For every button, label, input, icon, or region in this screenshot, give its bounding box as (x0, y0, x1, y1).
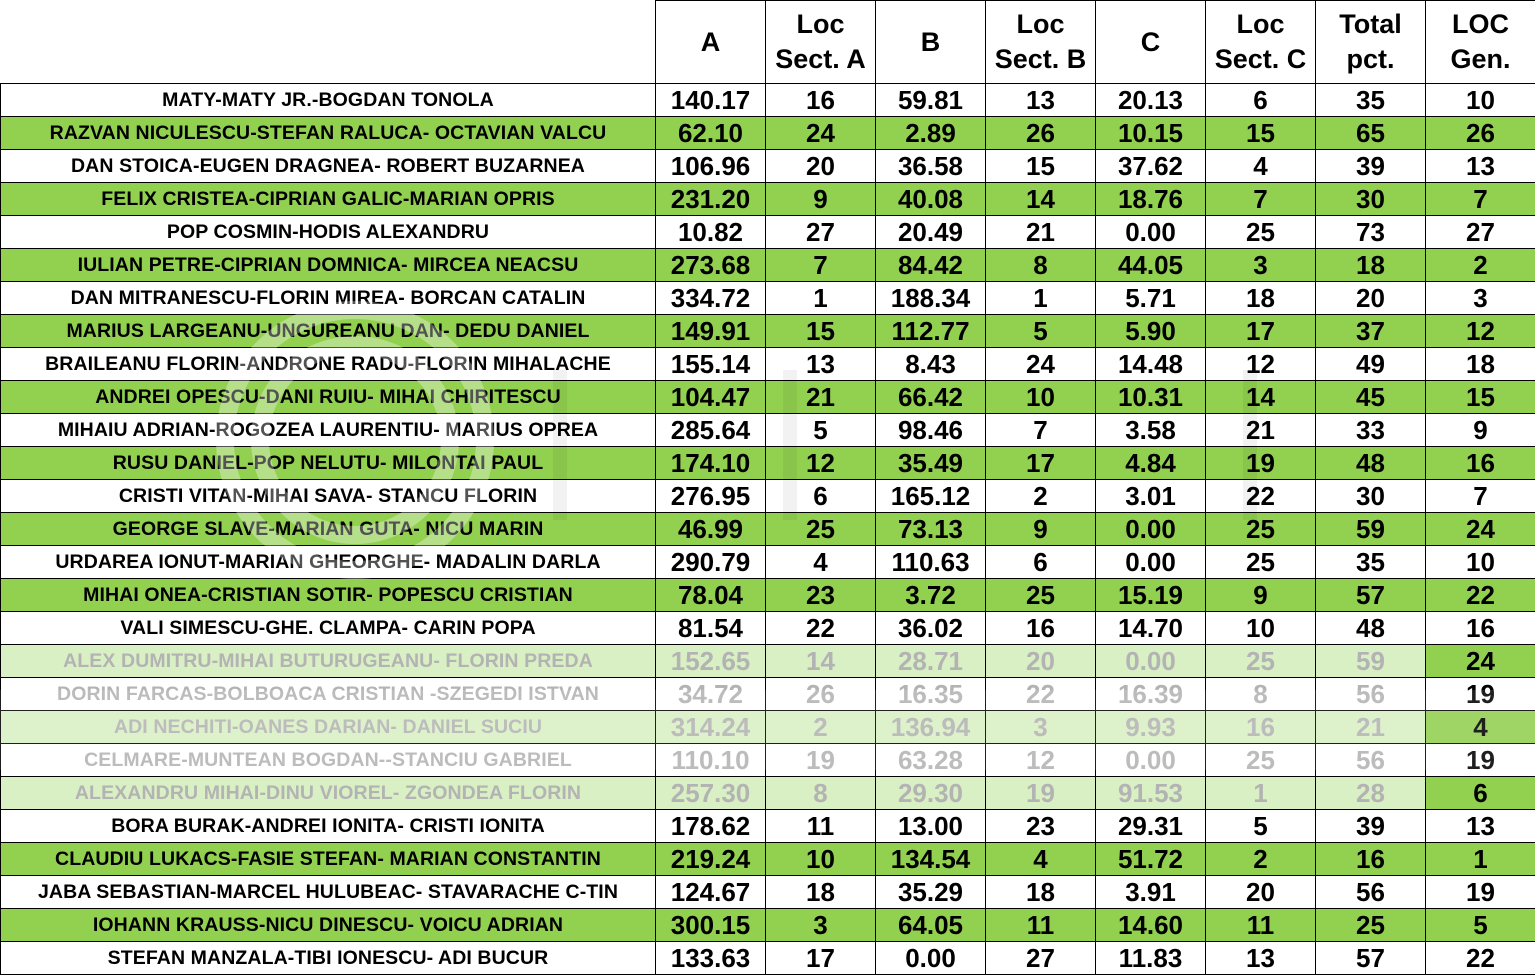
total-points-cell: 56 (1316, 744, 1426, 777)
loc-gen-cell: 13 (1426, 810, 1535, 843)
loc-sect-a-cell: 6 (766, 480, 876, 513)
score-a-cell: 178.62 (656, 810, 766, 843)
score-b-cell: 59.81 (876, 84, 986, 117)
score-b-cell: 16.35 (876, 678, 986, 711)
total-points-cell: 35 (1316, 84, 1426, 117)
score-a-cell: 152.65 (656, 645, 766, 678)
loc-gen-cell: 15 (1426, 381, 1535, 414)
score-c-cell: 20.13 (1096, 84, 1206, 117)
loc-sect-c-cell: 10 (1206, 612, 1316, 645)
total-points-cell: 45 (1316, 381, 1426, 414)
score-b-cell: 134.54 (876, 843, 986, 876)
loc-sect-c-cell: 25 (1206, 513, 1316, 546)
loc-sect-c-cell: 20 (1206, 876, 1316, 909)
loc-sect-b-cell: 7 (986, 414, 1096, 447)
loc-sect-b-cell: 5 (986, 315, 1096, 348)
loc-gen-cell: 19 (1426, 744, 1535, 777)
loc-sect-a-cell: 11 (766, 810, 876, 843)
score-b-cell: 40.08 (876, 183, 986, 216)
loc-gen-cell: 10 (1426, 546, 1535, 579)
header-loc-a-line2: Sect. A (775, 44, 866, 74)
loc-sect-b-cell: 25 (986, 579, 1096, 612)
loc-gen-cell: 24 (1426, 513, 1535, 546)
team-name-cell: BRAILEANU FLORIN-ANDRONE RADU-FLORIN MIHALACHE (1, 348, 656, 381)
table-row (1, 249, 1535, 282)
score-c-cell: 37.62 (1096, 150, 1206, 183)
score-a-cell: 285.64 (656, 414, 766, 447)
loc-sect-a-cell: 21 (766, 381, 876, 414)
score-c-cell: 5.90 (1096, 315, 1206, 348)
score-b-cell: 64.05 (876, 909, 986, 942)
loc-sect-a-cell: 22 (766, 612, 876, 645)
table-row (1, 546, 1535, 579)
team-name-cell: RAZVAN NICULESCU-STEFAN RALUCA- OCTAVIAN VALCU (1, 117, 656, 150)
header-a (656, 1, 766, 84)
loc-sect-a-cell: 18 (766, 876, 876, 909)
header-loc-c-line1: Loc (1236, 9, 1285, 39)
loc-sect-b-cell: 18 (986, 876, 1096, 909)
loc-sect-c-cell: 14 (1206, 381, 1316, 414)
table-row (1, 678, 1535, 711)
loc-sect-c-cell: 25 (1206, 546, 1316, 579)
loc-sect-b-cell: 6 (986, 546, 1096, 579)
score-c-cell: 14.60 (1096, 909, 1206, 942)
loc-sect-a-cell: 25 (766, 513, 876, 546)
loc-gen-cell: 22 (1426, 579, 1535, 612)
loc-sect-b-cell: 21 (986, 216, 1096, 249)
table-row (1, 942, 1535, 975)
score-b-cell: 110.63 (876, 546, 986, 579)
score-c-cell: 3.58 (1096, 414, 1206, 447)
team-name-cell: MATY-MATY JR.-BOGDAN TONOLA (1, 84, 656, 117)
score-a-cell: 106.96 (656, 150, 766, 183)
header-loc-b-line2: Sect. B (994, 44, 1087, 74)
loc-sect-a-cell: 24 (766, 117, 876, 150)
team-name-cell: DAN STOICA-EUGEN DRAGNEA- ROBERT BUZARNEA (1, 150, 656, 183)
team-name-cell: IULIAN PETRE-CIPRIAN DOMNICA- MIRCEA NEACSU (1, 249, 656, 282)
loc-sect-c-cell: 13 (1206, 942, 1316, 975)
score-a-cell: 78.04 (656, 579, 766, 612)
header-loc-a-line1: Loc (796, 9, 845, 39)
loc-sect-b-cell: 11 (986, 909, 1096, 942)
loc-gen-cell: 7 (1426, 480, 1535, 513)
score-b-cell: 35.29 (876, 876, 986, 909)
team-name-cell: ANDREI OPESCU-DANI RUIU- MIHAI CHIRITESCU (1, 381, 656, 414)
team-name-cell: GEORGE SLAVE-MARIAN GUTA- NICU MARIN (1, 513, 656, 546)
score-a-cell: 62.10 (656, 117, 766, 150)
score-b-cell: 13.00 (876, 810, 986, 843)
score-b-cell: 188.34 (876, 282, 986, 315)
table-row (1, 381, 1535, 414)
score-c-cell: 0.00 (1096, 216, 1206, 249)
loc-gen-cell: 16 (1426, 447, 1535, 480)
score-b-cell: 0.00 (876, 942, 986, 975)
header-loc-gen (1426, 1, 1535, 84)
score-c-cell: 15.19 (1096, 579, 1206, 612)
loc-sect-b-cell: 15 (986, 150, 1096, 183)
loc-sect-a-cell: 17 (766, 942, 876, 975)
loc-sect-c-cell: 1 (1206, 777, 1316, 810)
score-c-cell: 16.39 (1096, 678, 1206, 711)
table-row (1, 117, 1535, 150)
loc-sect-a-cell: 1 (766, 282, 876, 315)
loc-sect-a-cell: 8 (766, 777, 876, 810)
score-c-cell: 9.93 (1096, 711, 1206, 744)
loc-sect-a-cell: 20 (766, 150, 876, 183)
loc-sect-a-cell: 19 (766, 744, 876, 777)
header-loc-sect-a (766, 1, 876, 84)
loc-gen-cell: 27 (1426, 216, 1535, 249)
loc-sect-a-cell: 5 (766, 414, 876, 447)
loc-sect-a-cell: 23 (766, 579, 876, 612)
score-a-cell: 81.54 (656, 612, 766, 645)
header-gen-line1: LOC (1452, 9, 1509, 39)
loc-sect-c-cell: 25 (1206, 216, 1316, 249)
loc-sect-b-cell: 16 (986, 612, 1096, 645)
table-row (1, 612, 1535, 645)
score-a-cell: 257.30 (656, 777, 766, 810)
loc-sect-a-cell: 10 (766, 843, 876, 876)
header-b-label: B (920, 26, 941, 57)
team-name-cell: VALI SIMESCU-GHE. CLAMPA- CARIN POPA (1, 612, 656, 645)
header-gen-line2: Gen. (1450, 44, 1511, 74)
table-row (1, 282, 1535, 315)
loc-gen-cell: 19 (1426, 876, 1535, 909)
loc-sect-b-cell: 1 (986, 282, 1096, 315)
score-b-cell: 136.94 (876, 711, 986, 744)
team-name-cell: BORA BURAK-ANDREI IONITA- CRISTI IONITA (1, 810, 656, 843)
loc-sect-b-cell: 3 (986, 711, 1096, 744)
score-a-cell: 334.72 (656, 282, 766, 315)
loc-sect-c-cell: 25 (1206, 645, 1316, 678)
loc-gen-cell: 10 (1426, 84, 1535, 117)
loc-gen-cell: 24 (1426, 645, 1535, 678)
total-points-cell: 18 (1316, 249, 1426, 282)
loc-sect-a-cell: 7 (766, 249, 876, 282)
total-points-cell: 16 (1316, 843, 1426, 876)
loc-sect-c-cell: 25 (1206, 744, 1316, 777)
team-name-cell: ADI NECHITI-OANES DARIAN- DANIEL SUCIU (1, 711, 656, 744)
loc-gen-cell: 9 (1426, 414, 1535, 447)
header-name (1, 1, 656, 84)
total-points-cell: 30 (1316, 480, 1426, 513)
loc-sect-b-cell: 2 (986, 480, 1096, 513)
score-c-cell: 4.84 (1096, 447, 1206, 480)
loc-sect-c-cell: 17 (1206, 315, 1316, 348)
score-b-cell: 36.58 (876, 150, 986, 183)
score-a-cell: 124.67 (656, 876, 766, 909)
total-points-cell: 56 (1316, 678, 1426, 711)
score-b-cell: 8.43 (876, 348, 986, 381)
loc-gen-cell: 5 (1426, 909, 1535, 942)
header-total-line2: pct. (1346, 44, 1395, 74)
header-loc-c-line2: Sect. C (1214, 44, 1307, 74)
loc-gen-cell: 2 (1426, 249, 1535, 282)
score-c-cell: 10.31 (1096, 381, 1206, 414)
loc-sect-a-cell: 15 (766, 315, 876, 348)
score-c-cell: 5.71 (1096, 282, 1206, 315)
header-a-label: A (700, 26, 721, 57)
score-a-cell: 290.79 (656, 546, 766, 579)
score-c-cell: 11.83 (1096, 942, 1206, 975)
score-a-cell: 155.14 (656, 348, 766, 381)
total-points-cell: 48 (1316, 612, 1426, 645)
total-points-cell: 30 (1316, 183, 1426, 216)
score-c-cell: 91.53 (1096, 777, 1206, 810)
team-name-cell: STEFAN MANZALA-TIBI IONESCU- ADI BUCUR (1, 942, 656, 975)
loc-sect-b-cell: 20 (986, 645, 1096, 678)
team-name-cell: CLAUDIU LUKACS-FASIE STEFAN- MARIAN CONSTANTIN (1, 843, 656, 876)
loc-gen-cell: 13 (1426, 150, 1535, 183)
loc-sect-a-cell: 9 (766, 183, 876, 216)
team-name-cell: CELMARE-MUNTEAN BOGDAN--STANCIU GABRIEL (1, 744, 656, 777)
total-points-cell: 59 (1316, 513, 1426, 546)
loc-sect-b-cell: 13 (986, 84, 1096, 117)
score-b-cell: 63.28 (876, 744, 986, 777)
table-row (1, 711, 1535, 744)
total-points-cell: 28 (1316, 777, 1426, 810)
score-b-cell: 165.12 (876, 480, 986, 513)
header-c (1096, 1, 1206, 84)
loc-sect-b-cell: 4 (986, 843, 1096, 876)
header-c-label: C (1140, 26, 1161, 57)
score-a-cell: 10.82 (656, 216, 766, 249)
total-points-cell: 56 (1316, 876, 1426, 909)
table-row (1, 447, 1535, 480)
loc-sect-a-cell: 3 (766, 909, 876, 942)
total-points-cell: 39 (1316, 150, 1426, 183)
loc-sect-b-cell: 19 (986, 777, 1096, 810)
total-points-cell: 21 (1316, 711, 1426, 744)
loc-sect-b-cell: 17 (986, 447, 1096, 480)
score-b-cell: 84.42 (876, 249, 986, 282)
header-total (1316, 1, 1426, 84)
score-c-cell: 3.91 (1096, 876, 1206, 909)
table-row (1, 414, 1535, 447)
team-name-cell: IOHANN KRAUSS-NICU DINESCU- VOICU ADRIAN (1, 909, 656, 942)
table-row (1, 579, 1535, 612)
team-name-cell: ALEX DUMITRU-MIHAI BUTURUGEANU- FLORIN PREDA (1, 645, 656, 678)
score-a-cell: 300.15 (656, 909, 766, 942)
loc-gen-cell: 12 (1426, 315, 1535, 348)
loc-gen-cell: 22 (1426, 942, 1535, 975)
loc-sect-a-cell: 4 (766, 546, 876, 579)
score-a-cell: 314.24 (656, 711, 766, 744)
loc-sect-b-cell: 12 (986, 744, 1096, 777)
loc-sect-b-cell: 8 (986, 249, 1096, 282)
score-a-cell: 219.24 (656, 843, 766, 876)
loc-gen-cell: 26 (1426, 117, 1535, 150)
score-b-cell: 35.49 (876, 447, 986, 480)
team-name-cell: DORIN FARCAS-BOLBOACA CRISTIAN -SZEGEDI ISTVAN (1, 678, 656, 711)
loc-sect-a-cell: 2 (766, 711, 876, 744)
table-row (1, 315, 1535, 348)
loc-sect-b-cell: 26 (986, 117, 1096, 150)
team-name-cell: MIHAIU ADRIAN-ROGOZEA LAURENTIU- MARIUS OPREA (1, 414, 656, 447)
team-name-cell: POP COSMIN-HODIS ALEXANDRU (1, 216, 656, 249)
table-row (1, 183, 1535, 216)
loc-sect-c-cell: 7 (1206, 183, 1316, 216)
score-b-cell: 3.72 (876, 579, 986, 612)
table-row (1, 645, 1535, 678)
loc-gen-cell: 19 (1426, 678, 1535, 711)
table-row (1, 876, 1535, 909)
team-name-cell: DAN MITRANESCU-FLORIN MIREA- BORCAN CATALIN (1, 282, 656, 315)
score-a-cell: 174.10 (656, 447, 766, 480)
loc-sect-a-cell: 12 (766, 447, 876, 480)
loc-sect-a-cell: 13 (766, 348, 876, 381)
score-c-cell: 44.05 (1096, 249, 1206, 282)
score-c-cell: 14.70 (1096, 612, 1206, 645)
loc-sect-b-cell: 10 (986, 381, 1096, 414)
score-c-cell: 51.72 (1096, 843, 1206, 876)
table-row (1, 84, 1535, 117)
score-b-cell: 73.13 (876, 513, 986, 546)
table-row (1, 150, 1535, 183)
team-name-cell: FELIX CRISTEA-CIPRIAN GALIC-MARIAN OPRIS (1, 183, 656, 216)
loc-gen-cell: 18 (1426, 348, 1535, 381)
team-name-cell: CRISTI VITAN-MIHAI SAVA- STANCU FLORIN (1, 480, 656, 513)
header-loc-sect-b (986, 1, 1096, 84)
table-row (1, 909, 1535, 942)
total-points-cell: 73 (1316, 216, 1426, 249)
table-row (1, 513, 1535, 546)
loc-sect-b-cell: 22 (986, 678, 1096, 711)
score-b-cell: 28.71 (876, 645, 986, 678)
score-a-cell: 46.99 (656, 513, 766, 546)
loc-sect-c-cell: 19 (1206, 447, 1316, 480)
score-a-cell: 104.47 (656, 381, 766, 414)
total-points-cell: 20 (1316, 282, 1426, 315)
loc-sect-c-cell: 15 (1206, 117, 1316, 150)
score-a-cell: 276.95 (656, 480, 766, 513)
table-row (1, 216, 1535, 249)
score-a-cell: 133.63 (656, 942, 766, 975)
score-c-cell: 10.15 (1096, 117, 1206, 150)
header-total-line1: Total (1339, 9, 1402, 39)
loc-sect-b-cell: 14 (986, 183, 1096, 216)
loc-sect-a-cell: 27 (766, 216, 876, 249)
score-a-cell: 149.91 (656, 315, 766, 348)
total-points-cell: 37 (1316, 315, 1426, 348)
score-c-cell: 0.00 (1096, 513, 1206, 546)
loc-sect-c-cell: 5 (1206, 810, 1316, 843)
table-row (1, 777, 1535, 810)
loc-sect-c-cell: 2 (1206, 843, 1316, 876)
loc-gen-cell: 4 (1426, 711, 1535, 744)
score-b-cell: 2.89 (876, 117, 986, 150)
score-a-cell: 231.20 (656, 183, 766, 216)
total-points-cell: 48 (1316, 447, 1426, 480)
score-c-cell: 18.76 (1096, 183, 1206, 216)
loc-sect-c-cell: 11 (1206, 909, 1316, 942)
score-a-cell: 273.68 (656, 249, 766, 282)
loc-gen-cell: 16 (1426, 612, 1535, 645)
score-c-cell: 3.01 (1096, 480, 1206, 513)
loc-sect-a-cell: 16 (766, 84, 876, 117)
score-c-cell: 0.00 (1096, 744, 1206, 777)
loc-sect-c-cell: 22 (1206, 480, 1316, 513)
header-row (1, 1, 1535, 84)
header-loc-b-line1: Loc (1016, 9, 1065, 39)
score-b-cell: 66.42 (876, 381, 986, 414)
table-row (1, 480, 1535, 513)
table-row (1, 843, 1535, 876)
score-a-cell: 110.10 (656, 744, 766, 777)
loc-sect-c-cell: 9 (1206, 579, 1316, 612)
total-points-cell: 25 (1316, 909, 1426, 942)
score-b-cell: 112.77 (876, 315, 986, 348)
loc-sect-c-cell: 6 (1206, 84, 1316, 117)
loc-sect-c-cell: 3 (1206, 249, 1316, 282)
loc-sect-c-cell: 21 (1206, 414, 1316, 447)
loc-sect-c-cell: 18 (1206, 282, 1316, 315)
header-b (876, 1, 986, 84)
loc-gen-cell: 3 (1426, 282, 1535, 315)
loc-gen-cell: 6 (1426, 777, 1535, 810)
table-row (1, 810, 1535, 843)
loc-sect-b-cell: 24 (986, 348, 1096, 381)
team-name-cell: MARIUS LARGEANU-UNGUREANU DAN- DEDU DANIEL (1, 315, 656, 348)
score-c-cell: 0.00 (1096, 546, 1206, 579)
loc-gen-cell: 7 (1426, 183, 1535, 216)
total-points-cell: 65 (1316, 117, 1426, 150)
team-name-cell: JABA SEBASTIAN-MARCEL HULUBEAC- STAVARACHE C-TIN (1, 876, 656, 909)
team-name-cell: URDAREA IONUT-MARIAN GHEORGHE- MADALIN DARLA (1, 546, 656, 579)
team-name-cell: ALEXANDRU MIHAI-DINU VIOREL- ZGONDEA FLORIN (1, 777, 656, 810)
loc-sect-b-cell: 23 (986, 810, 1096, 843)
total-points-cell: 59 (1316, 645, 1426, 678)
total-points-cell: 49 (1316, 348, 1426, 381)
score-b-cell: 20.49 (876, 216, 986, 249)
loc-sect-a-cell: 14 (766, 645, 876, 678)
loc-sect-c-cell: 12 (1206, 348, 1316, 381)
total-points-cell: 39 (1316, 810, 1426, 843)
score-a-cell: 34.72 (656, 678, 766, 711)
score-b-cell: 36.02 (876, 612, 986, 645)
total-points-cell: 57 (1316, 579, 1426, 612)
loc-sect-b-cell: 27 (986, 942, 1096, 975)
table-body (1, 84, 1535, 975)
score-a-cell: 140.17 (656, 84, 766, 117)
team-name-cell: MIHAI ONEA-CRISTIAN SOTIR- POPESCU CRISTIAN (1, 579, 656, 612)
loc-sect-b-cell: 9 (986, 513, 1096, 546)
loc-sect-c-cell: 8 (1206, 678, 1316, 711)
loc-gen-cell: 1 (1426, 843, 1535, 876)
score-c-cell: 0.00 (1096, 645, 1206, 678)
loc-sect-c-cell: 16 (1206, 711, 1316, 744)
team-name-cell: RUSU DANIEL-POP NELUTU- MILONTAI PAUL (1, 447, 656, 480)
score-c-cell: 29.31 (1096, 810, 1206, 843)
score-b-cell: 29.30 (876, 777, 986, 810)
total-points-cell: 35 (1316, 546, 1426, 579)
table-row (1, 348, 1535, 381)
total-points-cell: 57 (1316, 942, 1426, 975)
loc-sect-c-cell: 4 (1206, 150, 1316, 183)
table-row (1, 744, 1535, 777)
score-b-cell: 98.46 (876, 414, 986, 447)
loc-sect-a-cell: 26 (766, 678, 876, 711)
header-loc-sect-c (1206, 1, 1316, 84)
total-points-cell: 33 (1316, 414, 1426, 447)
score-c-cell: 14.48 (1096, 348, 1206, 381)
